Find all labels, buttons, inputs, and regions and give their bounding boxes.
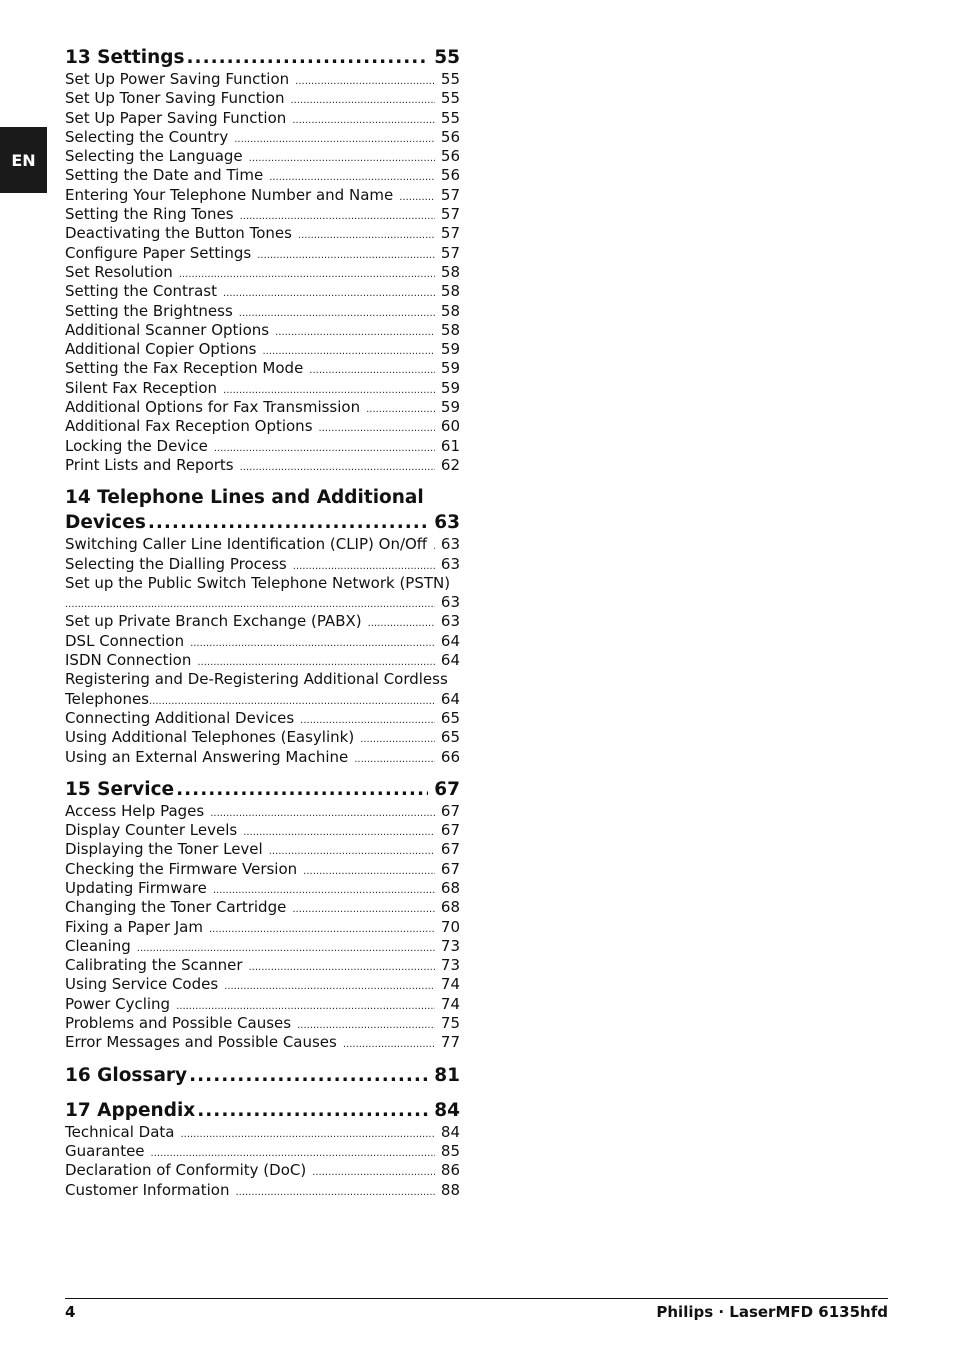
entry-page-number: 58 — [440, 301, 460, 320]
entry-title: Problems and Possible Causes — [65, 1014, 292, 1033]
leader-dots — [190, 634, 435, 653]
toc-entry[interactable] — [65, 398, 460, 417]
leader-dots — [214, 439, 435, 458]
entry-page-number: 57 — [440, 243, 460, 262]
toc-entry[interactable] — [65, 709, 460, 728]
leader-dots — [275, 323, 435, 342]
entry-title: Power Cycling — [65, 994, 171, 1013]
toc-entry[interactable] — [65, 918, 460, 937]
entry-title: Selecting the Language — [65, 147, 243, 166]
entry-page-number: 58 — [440, 262, 460, 281]
entry-page-number: 63 — [440, 554, 460, 573]
entry-title: Setting the Date and Time — [65, 166, 264, 185]
entry-page-number: 56 — [440, 166, 460, 185]
entry-title: Error Messages and Possible Causes — [65, 1033, 337, 1052]
leader-dots — [235, 1183, 434, 1202]
leader-dots — [248, 958, 434, 977]
leader-dots — [180, 1125, 434, 1144]
entry-title: Using Additional Telephones (Easylink) — [65, 728, 355, 747]
footer-page-number: 4 — [65, 1303, 76, 1321]
toc-entry[interactable] — [65, 802, 460, 821]
entry-page-number: 60 — [440, 417, 460, 436]
toc-entry[interactable] — [65, 263, 460, 282]
entry-page-number: 58 — [440, 282, 460, 301]
leader-dots — [343, 1035, 435, 1054]
entry-title: Setting the Contrast — [65, 282, 217, 301]
footer-divider — [65, 1298, 888, 1299]
leader-dots — [399, 188, 435, 207]
entry-title: ISDN Connection — [65, 651, 192, 670]
leader-dots — [433, 537, 435, 556]
entry-page-number: 66 — [440, 747, 460, 766]
entry-title: Updating Firmware — [65, 878, 207, 897]
entry-title: Additional Fax Reception Options — [65, 417, 313, 436]
entry-title: Customer Information — [65, 1180, 230, 1199]
entry-title: Setting the Fax Reception Mode — [65, 359, 304, 378]
entry-page-number: 65 — [440, 728, 460, 747]
leader-dots — [189, 1063, 428, 1088]
toc-entry[interactable] — [65, 1181, 460, 1200]
entry-page-number: 73 — [440, 936, 460, 955]
toc-entry[interactable] — [65, 456, 460, 475]
entry-page-number: 63 — [440, 612, 460, 631]
toc-entry[interactable] — [65, 898, 460, 917]
leader-dots — [179, 265, 435, 284]
toc-entry[interactable] — [65, 89, 460, 108]
entry-page-number: 77 — [440, 1033, 460, 1052]
toc-entry[interactable] — [65, 860, 460, 879]
entry-page-number: 59 — [440, 340, 460, 359]
entry-page-number: 59 — [440, 378, 460, 397]
toc-entry[interactable] — [65, 340, 460, 359]
entry-page-number: 74 — [440, 975, 460, 994]
toc-entry[interactable] — [65, 1142, 460, 1161]
toc-entry[interactable] — [65, 224, 460, 243]
toc-entry[interactable] — [65, 1033, 460, 1052]
entry-title: Setting the Brightness — [65, 301, 233, 320]
entry-page-number: 59 — [440, 359, 460, 378]
entry-title-line1: Registering and De-Registering Additional Cordless — [65, 670, 448, 689]
toc-entry[interactable] — [65, 109, 460, 128]
entry-page-number: 68 — [440, 898, 460, 917]
entry-page-number: 64 — [440, 689, 460, 708]
toc-section — [65, 45, 460, 475]
toc-entry[interactable] — [65, 302, 460, 321]
toc-entry[interactable] — [65, 417, 460, 436]
entry-title: Silent Fax Reception — [65, 378, 218, 397]
leader-dots — [176, 777, 428, 802]
toc-entry[interactable] — [65, 937, 460, 956]
section-page-number: 81 — [434, 1064, 460, 1086]
entry-page-number: 88 — [440, 1180, 460, 1199]
leader-dots — [223, 284, 435, 303]
toc-entry[interactable] — [65, 128, 460, 147]
entry-page-number: 55 — [440, 70, 460, 88]
toc-entry[interactable] — [65, 555, 460, 574]
entry-title: Cleaning — [65, 936, 131, 955]
leader-dots — [303, 862, 435, 881]
entry-title: Display Counter Levels — [65, 821, 238, 840]
leader-dots — [354, 750, 435, 769]
entry-title: Technical Data — [65, 1122, 175, 1141]
entry-page-number: 67 — [440, 801, 460, 820]
toc-section — [65, 485, 460, 767]
section-page-number: 67 — [434, 778, 460, 800]
toc-entry[interactable] — [65, 359, 460, 378]
entry-title: Selecting the Dialling Process — [65, 554, 287, 573]
leader-dots — [243, 823, 435, 842]
entry-title: Set Up Toner Saving Function — [65, 89, 285, 108]
leader-dots — [234, 130, 435, 149]
entry-title: Checking the Firmware Version — [65, 859, 298, 878]
entry-page-number: 84 — [440, 1122, 460, 1141]
entry-title: Set Up Power Saving Function — [65, 70, 290, 88]
section-title: 13 Settings — [65, 47, 185, 68]
entry-page-number: 64 — [440, 631, 460, 650]
entry-title: Additional Copier Options — [65, 340, 257, 359]
leader-dots — [197, 1098, 428, 1123]
entry-page-number: 70 — [440, 917, 460, 936]
entry-title: Configure Paper Settings — [65, 243, 252, 262]
entry-page-number: 64 — [440, 651, 460, 670]
entry-page-number: 57 — [440, 224, 460, 243]
leader-dots — [240, 458, 435, 477]
leader-dots — [293, 557, 435, 576]
toc-entry[interactable] — [65, 574, 460, 613]
toc-entry[interactable] — [65, 995, 460, 1014]
leader-dots — [187, 45, 429, 70]
section-title: 15 Service — [65, 778, 175, 800]
toc-entry[interactable] — [65, 205, 460, 224]
entry-title: Declaration of Conformity (DoC) — [65, 1161, 307, 1180]
leader-dots — [292, 111, 435, 130]
toc-entry[interactable] — [65, 670, 460, 709]
section-heading[interactable] — [65, 777, 460, 802]
toc-entry[interactable] — [65, 70, 460, 89]
entry-title: Telephones — [65, 689, 149, 708]
entry-page-number: 56 — [440, 127, 460, 146]
toc-entry[interactable] — [65, 651, 460, 670]
toc-entry[interactable] — [65, 147, 460, 166]
leader-dots — [366, 400, 435, 419]
toc-entry[interactable] — [65, 1123, 460, 1142]
toc-entry[interactable] — [65, 379, 460, 398]
entry-title: Guarantee — [65, 1141, 145, 1160]
entry-page-number: 86 — [440, 1161, 460, 1180]
leader-dots — [368, 614, 435, 633]
leader-dots — [257, 246, 435, 265]
section-heading-line2 — [65, 510, 460, 535]
toc-entry[interactable] — [65, 244, 460, 263]
table-of-contents — [65, 45, 460, 1210]
entry-page-number: 55 — [440, 108, 460, 127]
entry-page-number: 74 — [440, 994, 460, 1013]
entry-title: Set Resolution — [65, 262, 173, 281]
entry-title: Deactivating the Button Tones — [65, 224, 292, 243]
toc-entry[interactable] — [65, 321, 460, 340]
leader-dots — [292, 900, 435, 919]
section-title: 17 Appendix — [65, 1099, 196, 1121]
entry-title: DSL Connection — [65, 631, 185, 650]
section-page-number: 63 — [434, 512, 460, 534]
entry-title: Set up Private Branch Exchange (PABX) — [65, 612, 362, 631]
toc-section — [65, 777, 460, 1053]
toc-entry[interactable] — [65, 728, 460, 747]
leader-dots — [224, 977, 435, 996]
entry-page-number: 85 — [440, 1141, 460, 1160]
entry-title: Displaying the Toner Level — [65, 840, 263, 859]
entry-title: Using Service Codes — [65, 975, 219, 994]
entry-page-number: 75 — [440, 1014, 460, 1033]
section-page-number: 55 — [434, 47, 460, 68]
leader-dots — [209, 920, 435, 939]
leader-dots — [312, 1163, 435, 1182]
entry-page-number: 57 — [440, 185, 460, 204]
entry-page-number: 63 — [440, 535, 460, 554]
entry-page-number: 67 — [440, 859, 460, 878]
toc-entry[interactable] — [65, 1014, 460, 1033]
section-title: Devices — [65, 512, 146, 534]
toc-entry[interactable] — [65, 535, 460, 554]
entry-page-number: 63 — [440, 593, 460, 612]
toc-entry[interactable] — [65, 632, 460, 651]
entry-page-number: 65 — [440, 708, 460, 727]
entry-title-line1: Set up the Public Switch Telephone Network (PSTN) — [65, 573, 451, 592]
leader-dots — [309, 361, 435, 380]
section-heading[interactable] — [65, 1063, 460, 1088]
entry-title: Locking the Device — [65, 436, 208, 455]
section-heading[interactable] — [65, 485, 460, 535]
entry-page-number: 56 — [440, 147, 460, 166]
toc-entry[interactable] — [65, 956, 460, 975]
entry-page-number: 58 — [440, 320, 460, 339]
entry-page-number: 62 — [440, 455, 460, 474]
entry-page-number: 73 — [440, 956, 460, 975]
section-heading-line1: 14 Telephone Lines and Additional — [65, 487, 424, 509]
entry-page-number: 57 — [440, 205, 460, 224]
toc-entry[interactable] — [65, 840, 460, 859]
toc-entry[interactable] — [65, 975, 460, 994]
entry-page-number: 68 — [440, 878, 460, 897]
entry-title: Selecting the Country — [65, 127, 229, 146]
leader-dots — [319, 419, 435, 438]
toc-entry[interactable] — [65, 748, 460, 767]
section-title: 16 Glossary — [65, 1064, 188, 1086]
entry-title: Print Lists and Reports — [65, 455, 234, 474]
leader-dots — [360, 730, 435, 749]
leader-dots — [148, 510, 428, 535]
entry-title: Fixing a Paper Jam — [65, 917, 203, 936]
toc-entry[interactable] — [65, 282, 460, 301]
toc-entry[interactable] — [65, 879, 460, 898]
toc-section — [65, 1063, 460, 1088]
entry-title: Access Help Pages — [65, 801, 205, 820]
toc-entry[interactable] — [65, 1161, 460, 1180]
entry-line2 — [65, 593, 460, 612]
entry-title: Changing the Toner Cartridge — [65, 898, 287, 917]
language-tab: EN — [0, 127, 47, 193]
entry-title: Entering Your Telephone Number and Name — [65, 185, 394, 204]
entry-page-number: 59 — [440, 398, 460, 417]
toc-entry[interactable] — [65, 437, 460, 456]
section-heading[interactable] — [65, 45, 460, 70]
toc-entry[interactable] — [65, 821, 460, 840]
toc-entry[interactable] — [65, 186, 460, 205]
section-heading[interactable] — [65, 1098, 460, 1123]
footer-product-name: Philips · LaserMFD 6135hfd — [656, 1303, 888, 1321]
leader-dots — [210, 804, 435, 823]
leader-dots — [298, 226, 435, 245]
leader-dots — [295, 72, 435, 91]
toc-section — [65, 1098, 460, 1200]
entry-title: Using an External Answering Machine — [65, 747, 349, 766]
entry-title: Setting the Ring Tones — [65, 205, 234, 224]
entry-title: Switching Caller Line Identification (CLIP) On/Off — [65, 535, 428, 554]
entry-page-number: 67 — [440, 821, 460, 840]
entry-page-number: 55 — [440, 89, 460, 108]
entry-title: Additional Scanner Options — [65, 320, 270, 339]
entry-title: Set Up Paper Saving Function — [65, 108, 287, 127]
entry-title: Calibrating the Scanner — [65, 956, 243, 975]
toc-entry[interactable] — [65, 612, 460, 631]
leader-dots — [291, 91, 435, 110]
entry-page-number: 67 — [440, 840, 460, 859]
entry-page-number: 61 — [440, 436, 460, 455]
toc-entry[interactable] — [65, 166, 460, 185]
section-page-number: 84 — [434, 1099, 460, 1121]
entry-title: Additional Options for Fax Transmission — [65, 398, 361, 417]
entry-line2 — [65, 690, 460, 709]
leader-dots — [249, 149, 435, 168]
entry-title: Connecting Additional Devices — [65, 708, 295, 727]
